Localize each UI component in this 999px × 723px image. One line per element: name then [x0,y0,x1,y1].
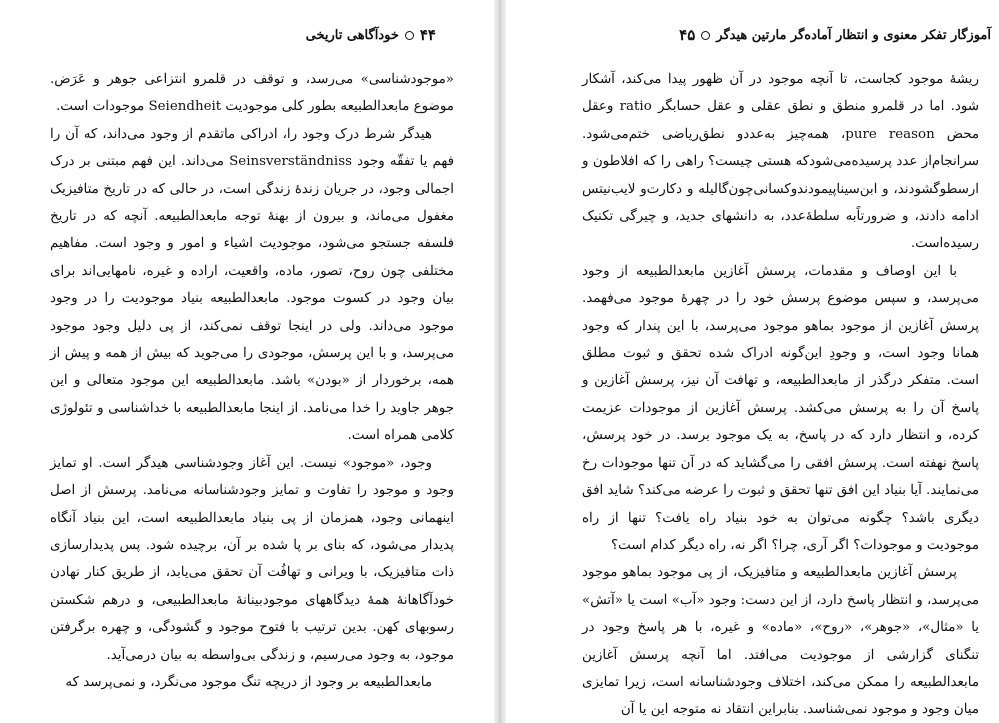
page-number: ۴۴ [419,26,436,44]
body-text [50,66,454,696]
right-page [506,0,999,723]
page-header [679,26,991,44]
left-page [0,0,494,723]
paragraph: با این اوصاف و مقدمات، پرسش آغازین مابعدالطبیعه از وجود می‌پرسد، و سپس موضوع پرسش خود را در چهرهٔ موجود می‌فهمد. پرسش آغازین از موجود بماهو موجود می‌پرسد، با این پندار که وجود همانا وجود است، و وجودِ این‌گونه ادراک شده تحقق و ثبوت مطلق است. متفکر درگذر از مابعدالطبیعه، و تهافت آن نیز، پرسش آغازین و پاسخ آن را به پرسش می‌کشد. پرسش آغازین از موجودات عزیمت کرده، و انتظار دارد که در پاسخ، به یک موجود برسد. در خود پرسش، پاسخ نهفته است. پرسش افقی را می‌گشاید که در آن تنها موجودات رخ می‌نمایند. آیا بنیاد این افق تنها تحقق و ثبوت را عرضه می‌کند؟ شاید افق دیگری باشد؟ چگونه می‌توان به خود بنیاد راه یافت؟ تنها از راه موجودیت و موجودات؟ اگر آری، چرا؟ اگر نه، راه دیگر کدام است؟ [581,263,979,553]
body-text [582,66,979,723]
paragraph: پرسش آغازین مابعدالطبیعه و متافیزیک، از پی موجود بماهو موجود می‌پرسد، و انتظار پاسخ دارد، از این دست: وجود «آب» است یا «آتش» یا «مثال»، «جوهر»، «روح»، «ماده» و غیره، با هر پاسخ وجود در تنگنای گزارشی از موجودیت می‌افتد. اما آنچه پرسش آغازین مابعدالطبیعه را ممکن می‌کند، اختلاف وجودشناسانه است، زیرا تمایزی میان وجود و موجود نمی‌شناسد. بنابراین انتقاد نه متوجه این یا آن [582,565,979,718]
paragraph: وجود، «موجود» نیست. این آغاز وجودشناسی هیدگر است. او تمایز وجود و موجود را تفاوت و تمایز وجودشناسانه می‌نامد. پرسش از اصل اینهمانی وجود، همزمان از پی بنیاد مابعدالطبیعه است، این بنیاد آنگاه پدیدار می‌شود، که بنای بر پا شده بر آن، برچیده شود. پس پدیدارسازی ذات متافیزیک، با ویرانی و تهافُت آن تحقق می‌یابد، از طریق کنار نهادن خودآگاهانهٔ همهٔ دیدگاههای موجودبینانهٔ مابعدالطبیعی، و درهم شکستن رسوبهای کهن. بدین ترتیب با فتوح موجود و گشودگی، و چهره برگرفتن موجود، به وجود می‌رسیم، و زندگی بی‌واسطه به بیان درمی‌آید. [50,455,454,663]
paragraph: «موجودشناسی» می‌رسد، و توقف در قلمرو انتزاعی جوهر و عَرَض. موضوع مابعدالطبیعه بطور کلی موجودیت Seiendheit موجودات است. [50,72,454,115]
paragraph: هیدگر شرط درک وجود را، ادراکی ماتقدم از وجود می‌داند، که آن را فهم یا تفقّه وجود Seinsverständniss می‌داند. این فهم مبتنی بر درک اجمالی وجود، در جریان زندهٔ زندگی است، در حالی که در تاریخ متافیزیک مغفول می‌ماند، و بیرون از بهنهٔ توجه مابعدالطبیعه. آنچه که در تاریخ فلسفه جستجو می‌شود، موجودیت اشیاء و امور و وجود است. مفاهیم مختلفی چون روح، تصور، ماده، واقعیت، اراده و غیره، نامهایی‌اند برای بیان وجود در کسوت موجود. مابعدالطبیعه بنیاد موجودیت را در وجود موجود می‌داند. ولی در اینجا توقف نمی‌کند، از پی دلیل وجود موجود می‌پرسد، و با این پرسش، موجودی را می‌جوید که بیش از همه و پیش از همه، برخوردار از «بودن» باشد. مابعدالطبیعه این موجود متعالی و این جوهر جاوید را خدا می‌نامد. از اینجا مابعدالطبیعه با خداشناسی و تئولوژی کلامی همراه است. [50,126,454,444]
circle-separator-icon [405,31,414,40]
running-title: آموزگار تفکر معنوی و انتظار آماده‌گر مارتین هیدگر [716,27,991,43]
page-number: ۴۵ [679,26,696,44]
running-title: خودآگاهی تاریخی [305,27,399,43]
book-gutter [494,0,506,723]
page-header [306,26,436,44]
paragraph: ریشهٔ موجود کجاست، تا آنچه موجود در آن ظهور پیدا می‌کند، آشکار شود. اما در قلمرو منطق و نطق عقلی و عقل حسابگر ratio وعقل محض pure reason، همه‌چیز به‌عددو نطق‌ریاضی ختم‌می‌شود. سرانجام‌از عدد پرسیده‌می‌شودکه هستی چیست؟ راهی را که افلاطون و ارسطوگشودند، و ابن‌سیناپیمودندوکسانی‌چون‌گالیله و دکارت‌و لایب‌نیتس ادامه دادند، و ضرورتاًبه سلطهٔ‌عدد، به دانشهای جدید، و چیرگی تکنیک رسیده‌است. [582,72,980,252]
paragraph: مابعدالطبیعه بر وجود از دریچه تنگ موجود می‌نگرد، و نمی‌پرسد که [65,674,432,690]
circle-separator-icon [701,31,710,40]
